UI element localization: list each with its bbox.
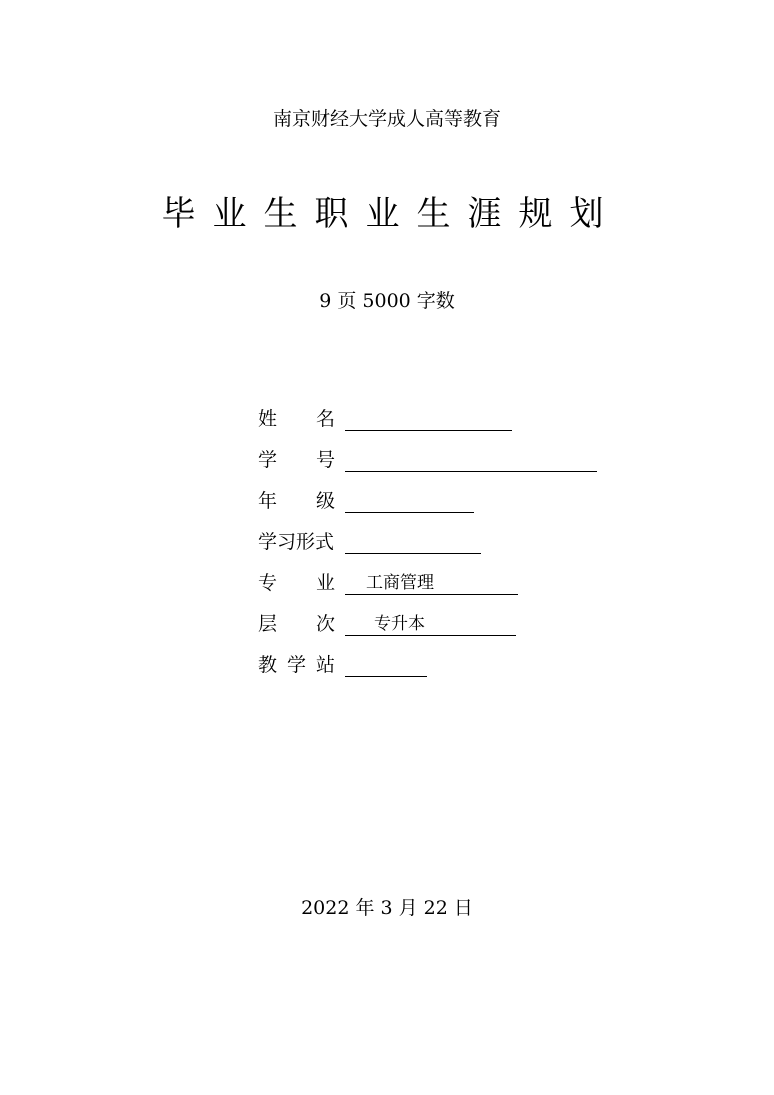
institution-name: 南京财经大学成人高等教育 <box>272 108 501 130</box>
level-field[interactable] <box>345 613 516 636</box>
document-title: 毕业生职业生涯规划 <box>161 194 621 234</box>
student-id-label-char-2: 号 <box>316 449 336 471</box>
teaching-site-label-char-3: 站 <box>316 654 336 676</box>
study-mode-field[interactable] <box>345 531 481 554</box>
name-label-char-1: 姓 <box>258 408 278 430</box>
name-label-char-2: 名 <box>316 408 336 430</box>
study-mode-label: 学习形式 <box>258 531 335 553</box>
grade-label-char-1: 年 <box>258 490 278 512</box>
major-label-char-1: 专 <box>258 572 278 594</box>
student-id-field[interactable] <box>345 449 597 472</box>
teaching-site-label-char-1: 教 <box>258 654 278 676</box>
student-id-label-char-1: 学 <box>258 449 278 471</box>
name-field[interactable] <box>345 408 512 431</box>
document-date: 2022 年 3 月 22 日 <box>301 897 473 919</box>
grade-label-char-2: 级 <box>316 490 336 512</box>
teaching-site-label-char-2: 学 <box>287 654 307 676</box>
level-label-char-2: 次 <box>316 613 336 635</box>
page-word-count: 9 页 5000 字数 <box>319 290 455 312</box>
level-value: 专升本 <box>374 614 425 634</box>
teaching-site-field[interactable] <box>345 654 427 677</box>
grade-field[interactable] <box>345 490 474 513</box>
major-label-char-2: 业 <box>316 572 336 594</box>
major-field[interactable] <box>345 572 518 595</box>
level-label-char-1: 层 <box>258 613 278 635</box>
major-value: 工商管理 <box>366 573 434 593</box>
